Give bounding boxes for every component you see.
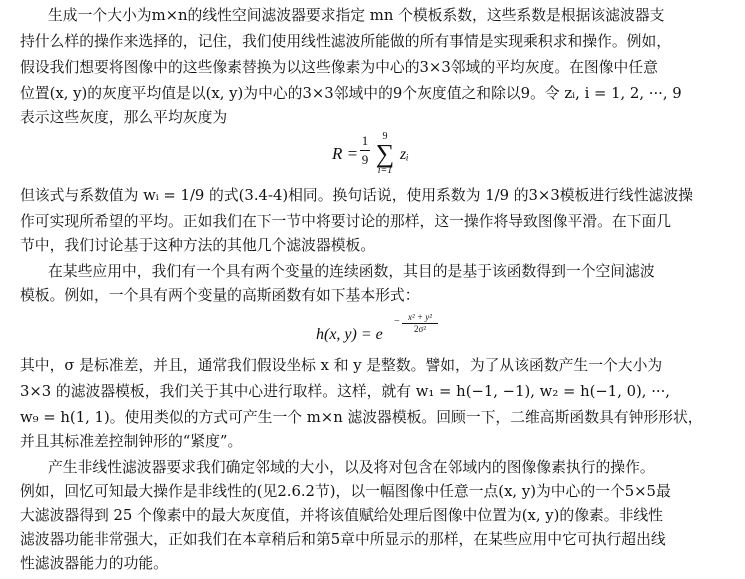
paragraph-5-line-5: 性滤波器能力的功能。 xyxy=(20,555,168,572)
paragraph-2-line-1: 但该式与系数值为 wᵢ = 1/9 的式(3.4-4)相同。换句话说，使用系数为 1/9 的3×3模板进行线性滤波操 xyxy=(20,187,693,204)
paragraph-1-line-1: 生成一个大小为m×n的线性空间滤波器要求指定 mn 个模板系数，这些系数是根据该滤波器支 xyxy=(48,7,665,24)
paragraph-5-line-2: 例如，回忆可知最大操作是非线性的(见2.6.2节)，以一幅图像中任意一点(x, y)为中心的一个5×5最 xyxy=(20,483,671,500)
exponent-minus: − xyxy=(394,316,400,327)
fraction-denominator: 9 xyxy=(361,152,369,167)
paragraph-2-line-3: 节中，我们讨论基于这种方法的其他几个滤波器模板。 xyxy=(20,237,376,254)
fraction-numerator: 1 xyxy=(361,133,369,148)
paragraph-3-line-1: 在某些应用中，我们有一个具有两个变量的连续函数，其目的是基于该函数得到一个空间滤波 xyxy=(48,263,655,280)
gaussian-equation xyxy=(316,310,436,350)
summation-lower-limit: i=1 xyxy=(377,165,393,176)
gaussian-equation-lhs: h(x, y) = e xyxy=(316,326,383,343)
average-equation xyxy=(332,132,422,180)
paragraph-1-line-4: 位置(x, y)的灰度平均值是以(x, y)为中心的3×3邻域中的9个灰度值之和除以9。令 zᵢ, i = 1, 2, ···, 9 xyxy=(20,85,682,102)
paragraph-4-line-3: w₉ = h(1, 1)。使用类似的方式可产生一个 m×n 滤波器模板。回顾一下，二维高斯函数具有钟形形状， xyxy=(20,409,703,426)
exponent-denominator: 2σ² xyxy=(413,324,427,334)
summation xyxy=(374,132,396,176)
paragraph-1-line-5: 表示这些灰度，那么平均灰度为 xyxy=(20,109,228,126)
gaussian-exponent xyxy=(402,312,438,335)
average-equation-lhs: R = xyxy=(332,144,359,163)
paragraph-5-line-3: 大滤波器得到 25 个像素中的最大灰度值，并将该值赋给处理后图像中位置为(x, y)的像素。非线性 xyxy=(20,507,663,524)
paragraph-1-line-3: 假设我们想要将图像中的这些像素替换为以这些像素为中心的3×3邻域的平均灰度。在图像中任意 xyxy=(20,59,658,76)
paragraph-1-line-2: 持什么样的操作来选择的，记住，我们使用线性滤波所能做的所有事情是实现乘积求和操作。例如， xyxy=(20,33,672,50)
paragraph-4-line-2: 3×3 的滤波器模板，我们关于其中心进行取样。这样，就有 w₁ = h(−1, −1), w₂ = h(−1, 0), ···, xyxy=(20,383,671,400)
paragraph-4-line-1: 其中，σ 是标准差，并且，通常我们假设坐标 x 和 y 是整数。譬如，为了从该函数产生一个大小为 xyxy=(20,357,663,374)
fraction-bar xyxy=(360,150,370,151)
paragraph-4-line-4: 并且其标准差控制钟形的“紧度”。 xyxy=(20,433,243,450)
exponent-numerator: x² + y² xyxy=(408,312,432,322)
average-equation-fraction xyxy=(360,133,370,168)
summation-symbol: ∑ xyxy=(375,139,395,168)
summation-term: zᵢ xyxy=(400,146,409,163)
paragraph-3-line-2: 模板。例如，一个具有两个变量的高斯函数有如下基本形式： xyxy=(20,287,420,304)
summation-upper-limit: 9 xyxy=(382,131,388,142)
paragraph-5-line-1: 产生非线性滤波器要求我们确定邻域的大小，以及将对包含在邻域内的图像像素执行的操作。 xyxy=(48,459,655,476)
paragraph-2-line-2: 作可实现所希望的平均。正如我们在下一节中将要讨论的那样，这一操作将导致图像平滑。在下面几 xyxy=(20,213,672,230)
paragraph-5-line-4: 滤波器功能非常强大，正如我们在本章稍后和第5章中所显示的那样，在某些应用中它可执行超出线 xyxy=(20,531,666,548)
